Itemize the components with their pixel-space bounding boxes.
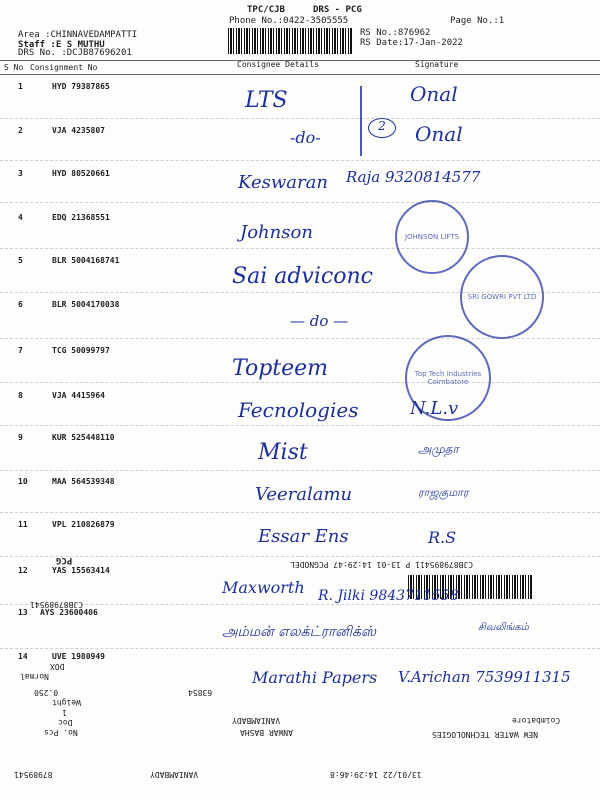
row-sno: 6 — [18, 300, 23, 309]
row-sno: 2 — [18, 126, 23, 135]
row-consignment: UVE 1980949 — [52, 652, 105, 661]
slip-doc-label: Doc — [58, 718, 73, 727]
rs-number: RS No.:876962 — [360, 28, 431, 38]
row-signature: R. Jilki 9843711558 — [318, 588, 459, 604]
slip-weight-label: Weight — [52, 698, 81, 707]
slip-receiver: NEW WATER TECHNOLOGIES — [432, 730, 538, 739]
overlay-pcg: PCG — [56, 555, 73, 565]
slip-mode: Normal — [20, 672, 49, 681]
row-consignee: Veeralamu — [255, 484, 353, 505]
row-consignee: Marathi Papers — [252, 668, 378, 687]
row-consignment: YAS 15563414 — [52, 566, 110, 575]
row-signature: சிவலிங்கம் — [478, 622, 529, 633]
row-consignee: LTS — [245, 88, 288, 113]
row-consignment: HYD 80520661 — [52, 169, 110, 178]
row-sno: 4 — [18, 213, 23, 222]
row-sno: 7 — [18, 346, 23, 355]
row-consignee: Maxworth — [222, 578, 305, 597]
row-signature: N.L.v — [410, 398, 459, 419]
row-sno: 8 — [18, 391, 23, 400]
row-sno: 5 — [18, 256, 23, 265]
row-consignee: அம்மன் எலக்ட்ரானிக்ஸ் — [222, 624, 377, 640]
row-consignee: Johnson — [240, 222, 313, 243]
row-sno: 3 — [18, 169, 23, 178]
slip-receiver-city: Coimbatore — [512, 716, 561, 725]
row-sno: 13 — [18, 608, 28, 617]
row-consignment: HYD 79387865 — [52, 82, 110, 91]
drs-number: DRS No. :DCJB87696201 — [18, 48, 132, 58]
overlay-label-text: CJB879895411 P 13-01 14:29:47 PCGNODEL — [290, 560, 474, 569]
row-consignee: Mist — [258, 440, 308, 465]
row-consignment: TCG 50099797 — [52, 346, 110, 355]
col-signature: Signature — [415, 60, 459, 69]
inverted-awb-small: CJB87989541 — [30, 600, 83, 609]
row-signature: Raja 9320814577 — [346, 168, 481, 186]
row-sno: 14 — [18, 652, 28, 661]
row-consignee: Fecnologies — [238, 398, 359, 422]
row-sno: 1 — [18, 82, 23, 91]
row-sno: 11 — [18, 520, 28, 529]
row-consignment: BLR 5004170038 — [52, 300, 120, 309]
slip-sender-place: VANIAMBADY — [232, 716, 281, 725]
row-consignee: Sai adviconc — [232, 264, 373, 289]
row-signature: அமுதா — [418, 442, 459, 456]
stamp-top-tech: Top Tech Industries Coimbatore — [405, 335, 491, 421]
row-consignee: Topteem — [232, 356, 329, 381]
row-consignment: VJA 4415964 — [52, 391, 105, 400]
row-consignment: EDQ 21368551 — [52, 213, 110, 222]
phone-number: Phone No.:0422-3505555 — [229, 16, 349, 26]
row-signature: ராஜகுமார — [418, 486, 469, 499]
slip-dest: VANIAMBADY — [150, 770, 199, 779]
row-consignee: -do- — [290, 128, 321, 147]
row-consignment: VPL 210826879 — [52, 520, 115, 529]
row-sno: 10 — [18, 477, 28, 486]
slip-datetime: 13/01/22 14:29:46:8 — [330, 770, 422, 779]
col-consignee: Consignee Details — [237, 60, 319, 69]
col-consignment: Consignment No — [30, 63, 98, 72]
stamp-johnson: JOHNSON LIFTS — [395, 200, 469, 274]
stamp-sri-gowri: SRI GOWRI PVT LTD — [460, 255, 544, 339]
rs-date: RS Date:17-Jan-2022 — [360, 38, 463, 48]
row-consignment: MAA 564539348 — [52, 477, 115, 486]
slip-type: DOX — [50, 662, 65, 671]
row-consignment: KUR 525448110 — [52, 433, 115, 442]
row-consignment: VJA 4235807 — [52, 126, 105, 135]
col-sno: S No — [4, 63, 24, 72]
slip-weight: 0.250 — [34, 688, 59, 697]
slip-sender-name: ANWAR BASHA — [240, 728, 293, 737]
slip-doc: 1 — [62, 708, 67, 717]
row-sno: 9 — [18, 433, 23, 442]
company-code: TPC/CJB — [247, 5, 285, 15]
header-barcode — [228, 28, 352, 54]
row-signature: Onal — [410, 82, 458, 106]
row-signature: V.Arichan 7539911315 — [398, 668, 571, 686]
row-sno: 12 — [18, 566, 28, 575]
page-number: Page No.:1 — [450, 16, 505, 26]
slip-awb: 87989541 — [14, 770, 53, 779]
staff-label: Staff :E S MUTHU — [18, 40, 105, 50]
row-signature: R.S — [428, 528, 457, 547]
drs-title: DRS - PCG — [313, 5, 362, 15]
area-label: Area :CHINNAVEDAMPATTI — [18, 30, 138, 40]
row-consignment: AYS 23600406 — [40, 608, 98, 617]
pen-stroke — [360, 86, 362, 156]
row-consignee: — do — — [290, 312, 349, 330]
slip-pcs-label: No. Pcs — [44, 728, 78, 737]
row-consignee: Keswaran — [238, 172, 328, 193]
circled-two: 2 — [368, 118, 396, 138]
row-consignee: Essar Ens — [258, 526, 349, 547]
row-consignment: BLR 5004168741 — [52, 256, 120, 265]
row-signature: Onal — [415, 122, 463, 146]
slip-code: 63854 — [188, 688, 213, 697]
